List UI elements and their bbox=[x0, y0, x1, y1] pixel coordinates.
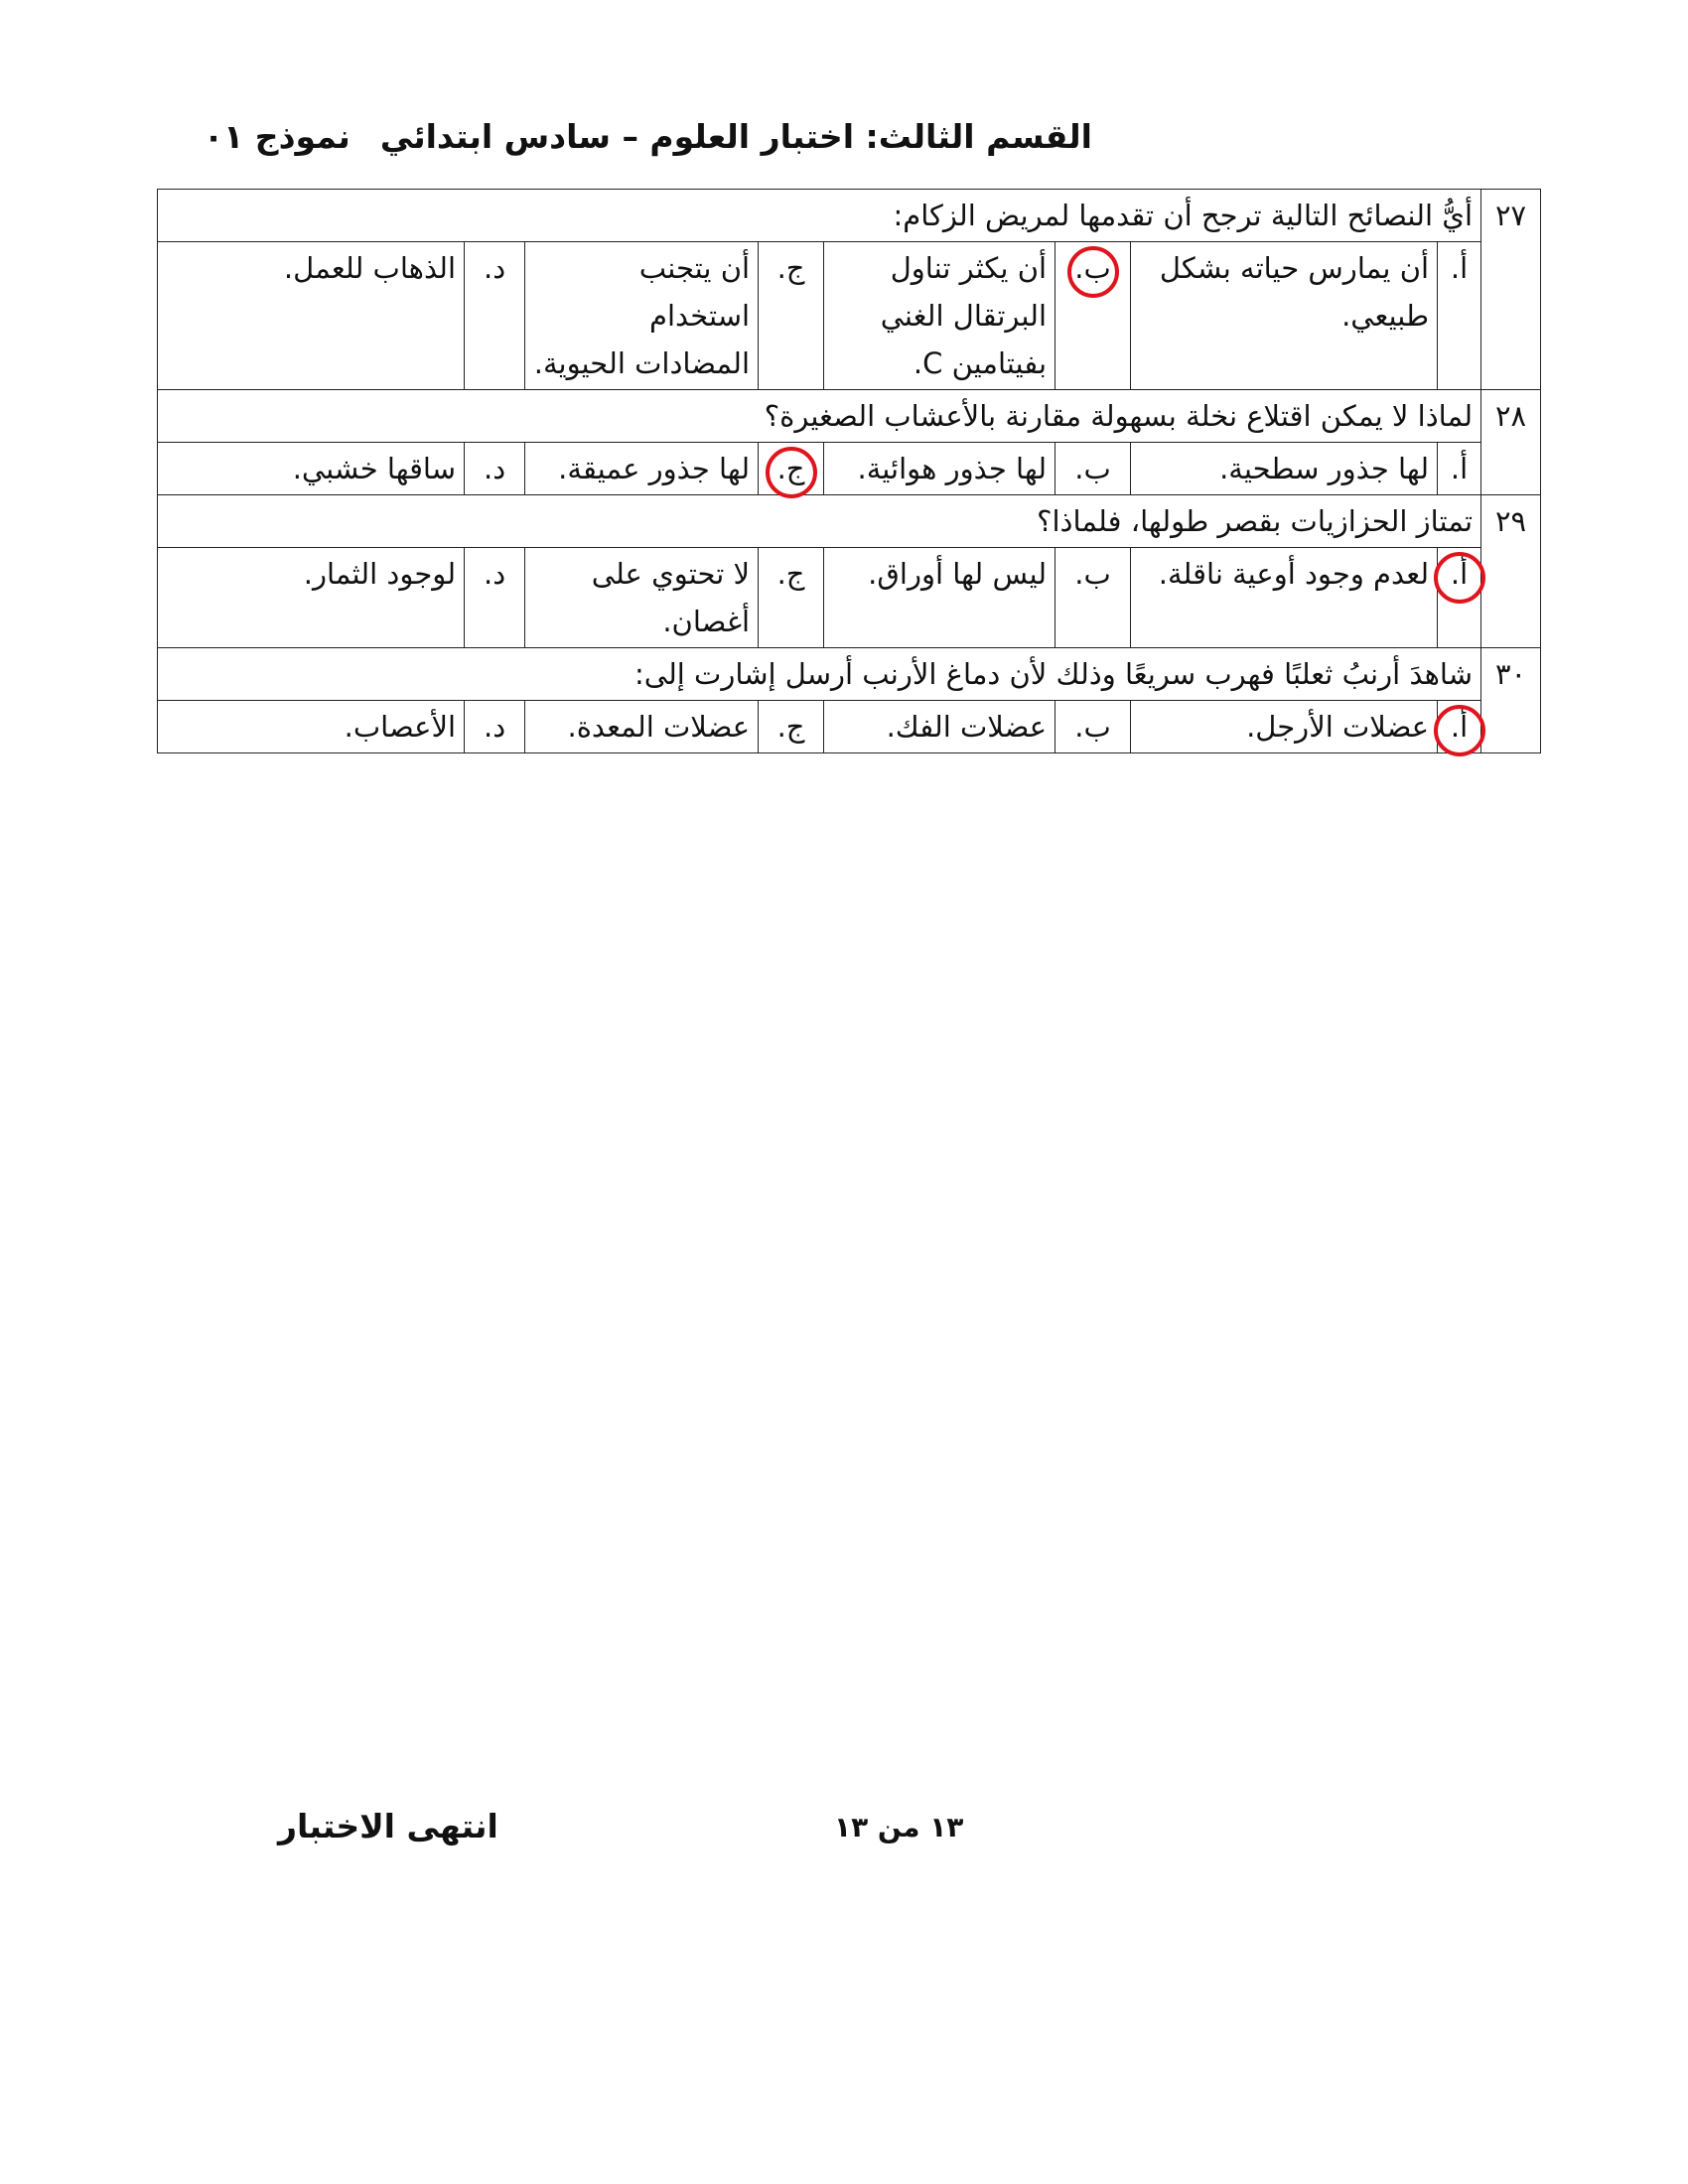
option-letter[interactable] bbox=[1438, 242, 1481, 390]
option-letter[interactable] bbox=[759, 548, 824, 648]
option-letter[interactable] bbox=[759, 701, 824, 753]
option-letter[interactable] bbox=[1438, 548, 1481, 648]
question-row bbox=[158, 648, 1541, 701]
option-text[interactable]: لها جذور عميقة. bbox=[525, 443, 759, 495]
page-number: ١٣ من ١٣ bbox=[834, 1811, 964, 1843]
option-letter-label: أ. bbox=[1450, 452, 1469, 485]
answer-circle-mark bbox=[766, 447, 817, 498]
question-number: ٢٧ bbox=[1481, 190, 1541, 390]
option-letter[interactable] bbox=[1055, 443, 1131, 495]
answer-circle-mark bbox=[1434, 705, 1485, 756]
question-text: تمتاز الحزازيات بقصر طولها، فلماذا؟ bbox=[158, 495, 1481, 548]
option-letter-label: د. bbox=[483, 452, 506, 485]
option-letter-label: ب. bbox=[1074, 251, 1111, 285]
option-letter-label: ب. bbox=[1074, 452, 1111, 485]
options-row bbox=[158, 701, 1541, 753]
question-row bbox=[158, 190, 1541, 242]
option-text[interactable]: لعدم وجود أوعية ناقلة. bbox=[1131, 548, 1438, 648]
questions-table bbox=[157, 189, 1541, 753]
question-text: أيُّ النصائح التالية ترجح أن تقدمها لمريض الزكام: bbox=[158, 190, 1481, 242]
option-text[interactable]: لها جذور سطحية. bbox=[1131, 443, 1438, 495]
option-text[interactable]: عضلات المعدة. bbox=[525, 701, 759, 753]
end-of-exam-label: انتهى الاختبار bbox=[278, 1807, 498, 1845]
option-text[interactable]: ساقها خشبي. bbox=[158, 443, 465, 495]
options-row bbox=[158, 242, 1541, 390]
option-text[interactable]: أن يمارس حياته بشكل طبيعي. bbox=[1131, 242, 1438, 390]
option-letter[interactable] bbox=[759, 443, 824, 495]
option-letter-label: ج. bbox=[776, 710, 805, 744]
option-letter[interactable] bbox=[1438, 701, 1481, 753]
option-letter[interactable] bbox=[1055, 548, 1131, 648]
options-row bbox=[158, 548, 1541, 648]
option-letter[interactable] bbox=[1055, 701, 1131, 753]
option-letter[interactable] bbox=[465, 548, 525, 648]
question-text: شاهدَ أرنبُ ثعلبًا فهرب سريعًا وذلك لأن دماغ الأرنب أرسل إشارت إلى: bbox=[158, 648, 1481, 701]
option-letter-label: د. bbox=[483, 251, 506, 285]
question-number: ٣٠ bbox=[1481, 648, 1541, 753]
options-row bbox=[158, 443, 1541, 495]
option-text[interactable]: الأعصاب. bbox=[158, 701, 465, 753]
option-text[interactable]: ليس لها أوراق. bbox=[824, 548, 1055, 648]
option-text[interactable]: الذهاب للعمل. bbox=[158, 242, 465, 390]
option-letter-label: أ. bbox=[1450, 557, 1469, 591]
option-text[interactable]: عضلات الأرجل. bbox=[1131, 701, 1438, 753]
option-letter-label: د. bbox=[483, 710, 506, 744]
option-text[interactable]: لا تحتوي على أغصان. bbox=[525, 548, 759, 648]
option-letter[interactable] bbox=[465, 443, 525, 495]
answer-circle-mark bbox=[1067, 246, 1119, 298]
option-letter-label: أ. bbox=[1450, 251, 1469, 285]
option-letter-label: ب. bbox=[1074, 557, 1111, 591]
question-row bbox=[158, 495, 1541, 548]
option-letter-label: ج. bbox=[776, 557, 805, 591]
question-number: ٢٩ bbox=[1481, 495, 1541, 648]
option-letter[interactable] bbox=[1438, 443, 1481, 495]
question-text: لماذا لا يمكن اقتلاع نخلة بسهولة مقارنة بالأعشاب الصغيرة؟ bbox=[158, 390, 1481, 443]
option-text[interactable]: أن يتجنب استخدام المضادات الحيوية. bbox=[525, 242, 759, 390]
model-label: نموذج ٠١ bbox=[204, 117, 351, 156]
answer-circle-mark bbox=[1434, 552, 1485, 604]
option-letter[interactable] bbox=[1055, 242, 1131, 390]
option-letter-label: ج. bbox=[776, 452, 805, 485]
option-letter[interactable] bbox=[465, 701, 525, 753]
option-letter-label: أ. bbox=[1450, 710, 1469, 744]
question-number: ٢٨ bbox=[1481, 390, 1541, 495]
option-letter-label: ب. bbox=[1074, 710, 1111, 744]
question-row bbox=[158, 390, 1541, 443]
option-text[interactable]: عضلات الفك. bbox=[824, 701, 1055, 753]
option-text[interactable]: لها جذور هوائية. bbox=[824, 443, 1055, 495]
option-letter-label: ج. bbox=[776, 251, 805, 285]
option-text[interactable]: لوجود الثمار. bbox=[158, 548, 465, 648]
option-letter[interactable] bbox=[465, 242, 525, 390]
option-letter[interactable] bbox=[759, 242, 824, 390]
page-title: القسم الثالث: اختبار العلوم – سادس ابتدائي bbox=[379, 117, 1092, 156]
option-letter-label: د. bbox=[483, 557, 506, 591]
option-text[interactable]: أن يكثر تناول البرتقال الغني بفيتامين C. bbox=[824, 242, 1055, 390]
